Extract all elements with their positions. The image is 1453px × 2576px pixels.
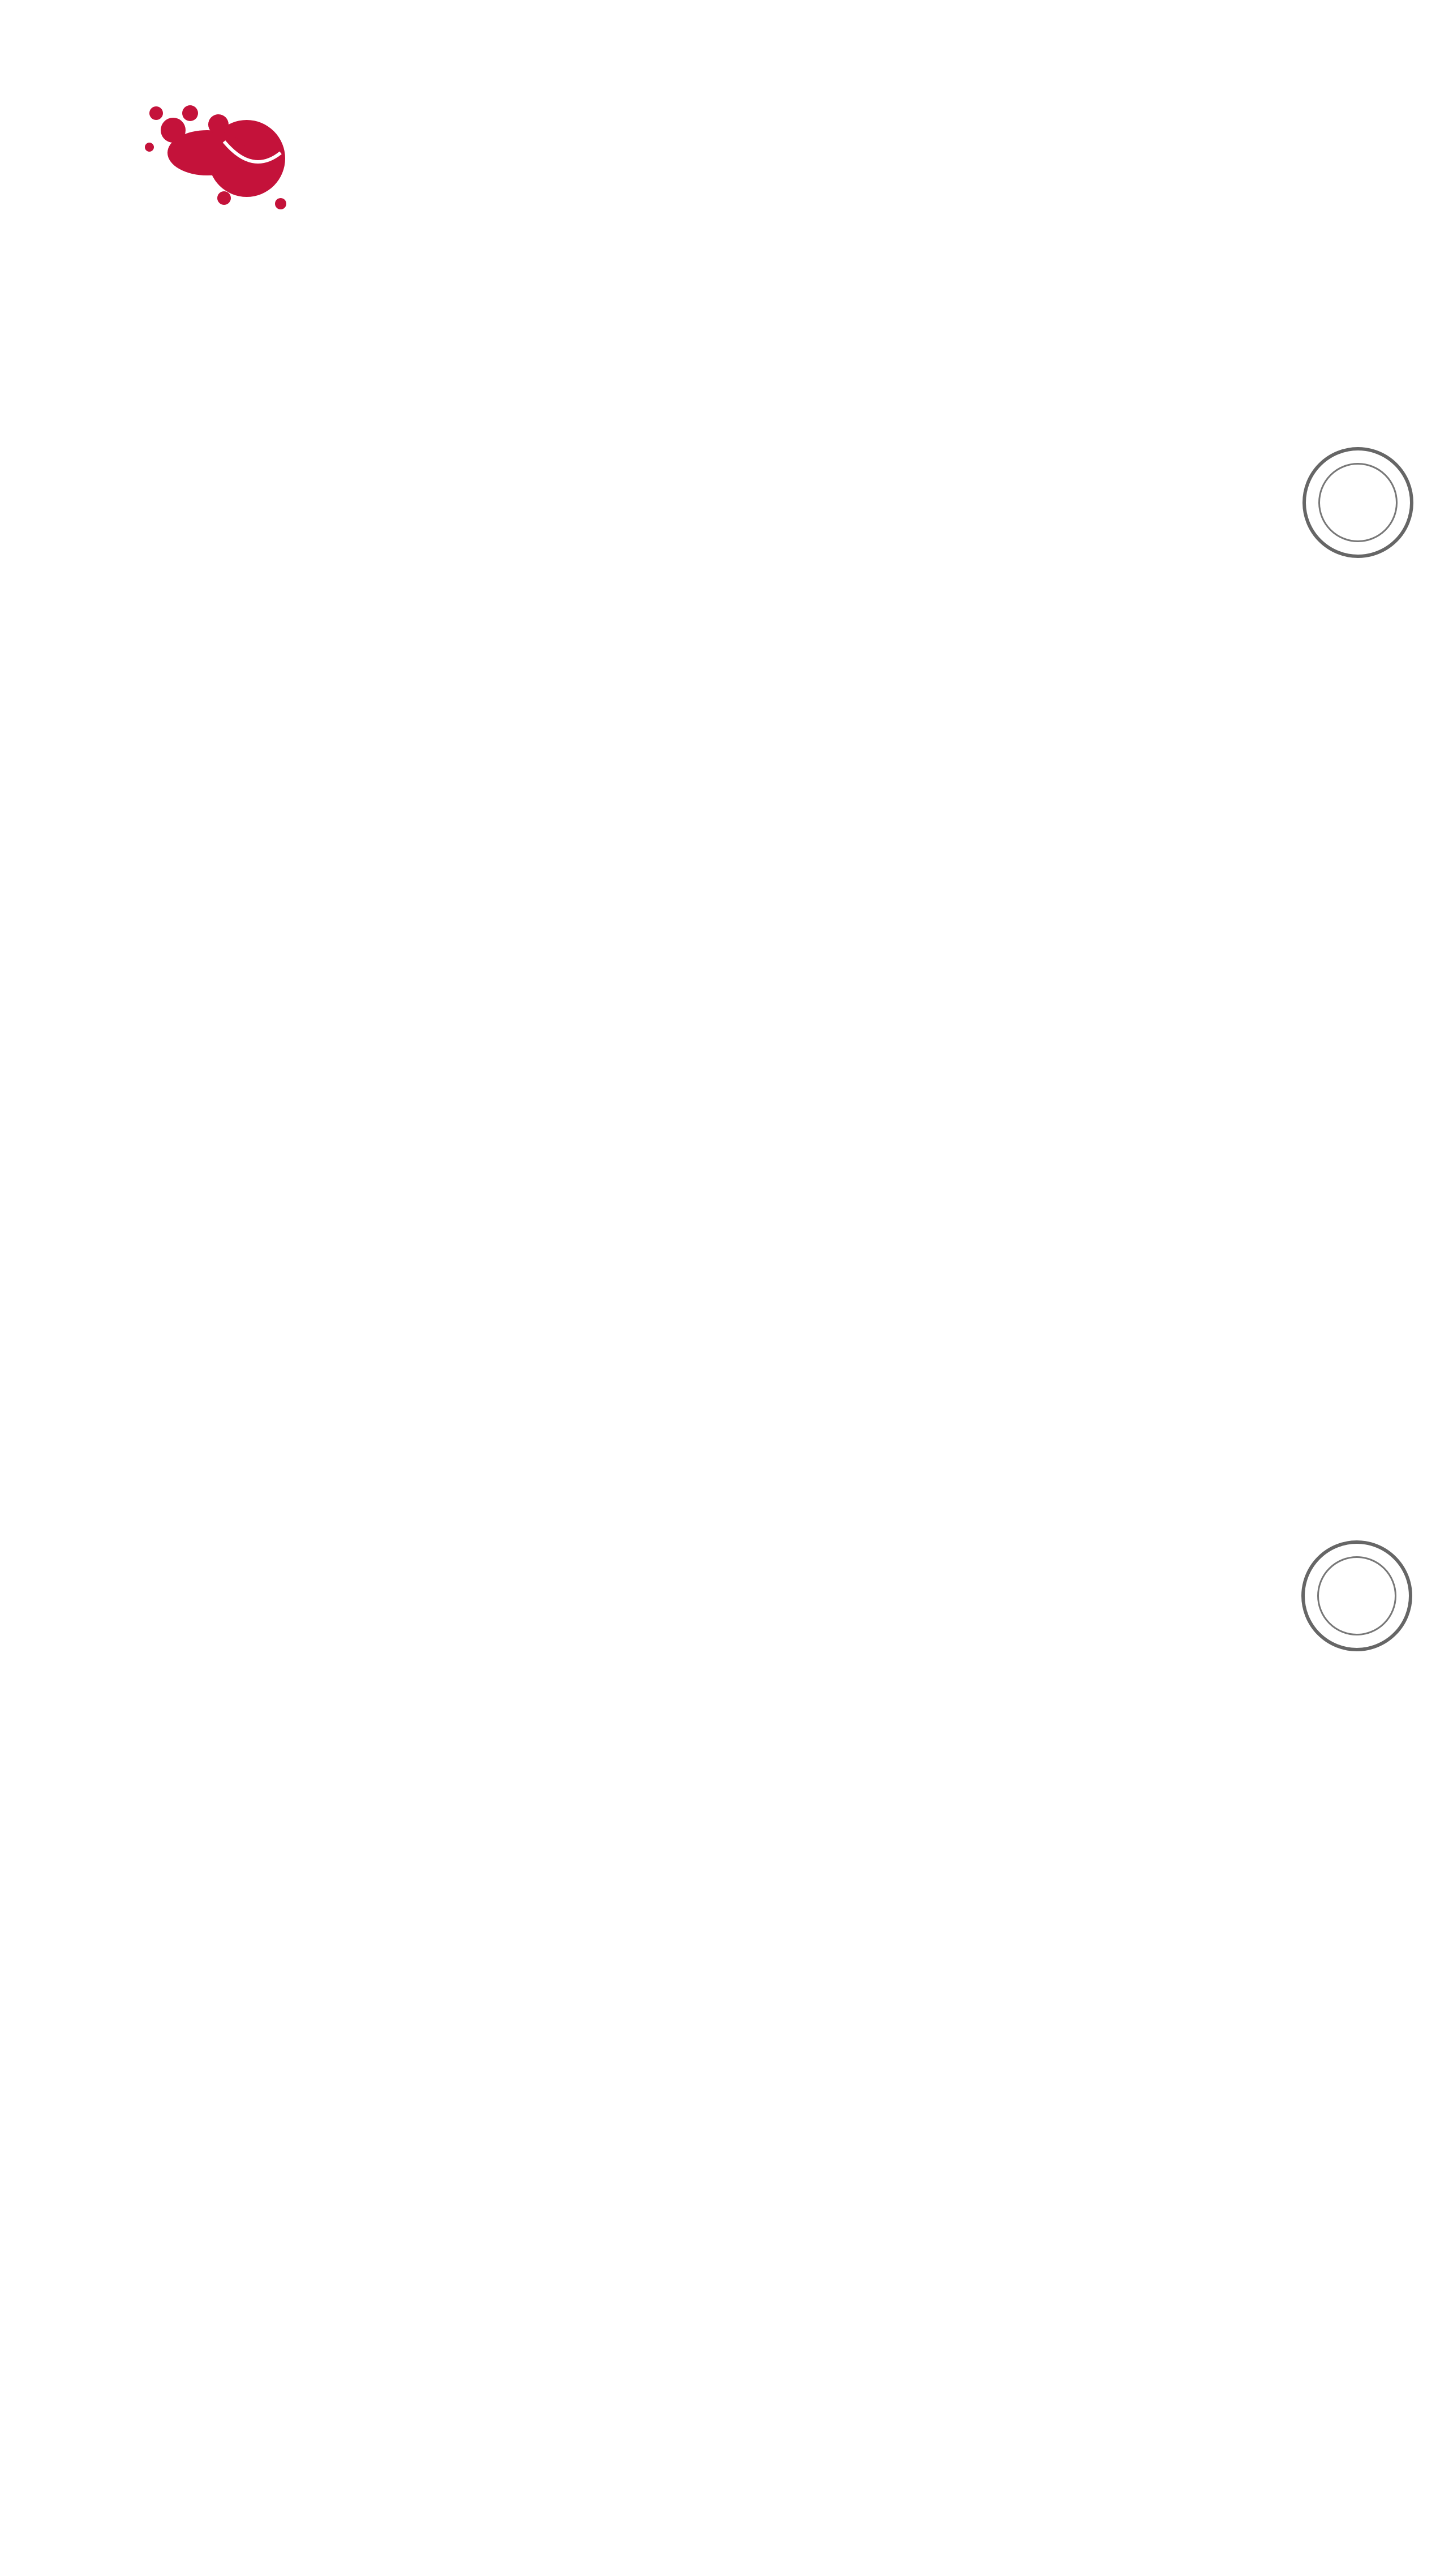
dtb-stamp-icon [1302,447,1413,558]
dtb-stamp-text [1317,1556,1396,1635]
dtb-stamp-icon [1301,1540,1412,1651]
paint-splash-icon [139,91,303,221]
dtb-stamp-text [1318,463,1398,542]
